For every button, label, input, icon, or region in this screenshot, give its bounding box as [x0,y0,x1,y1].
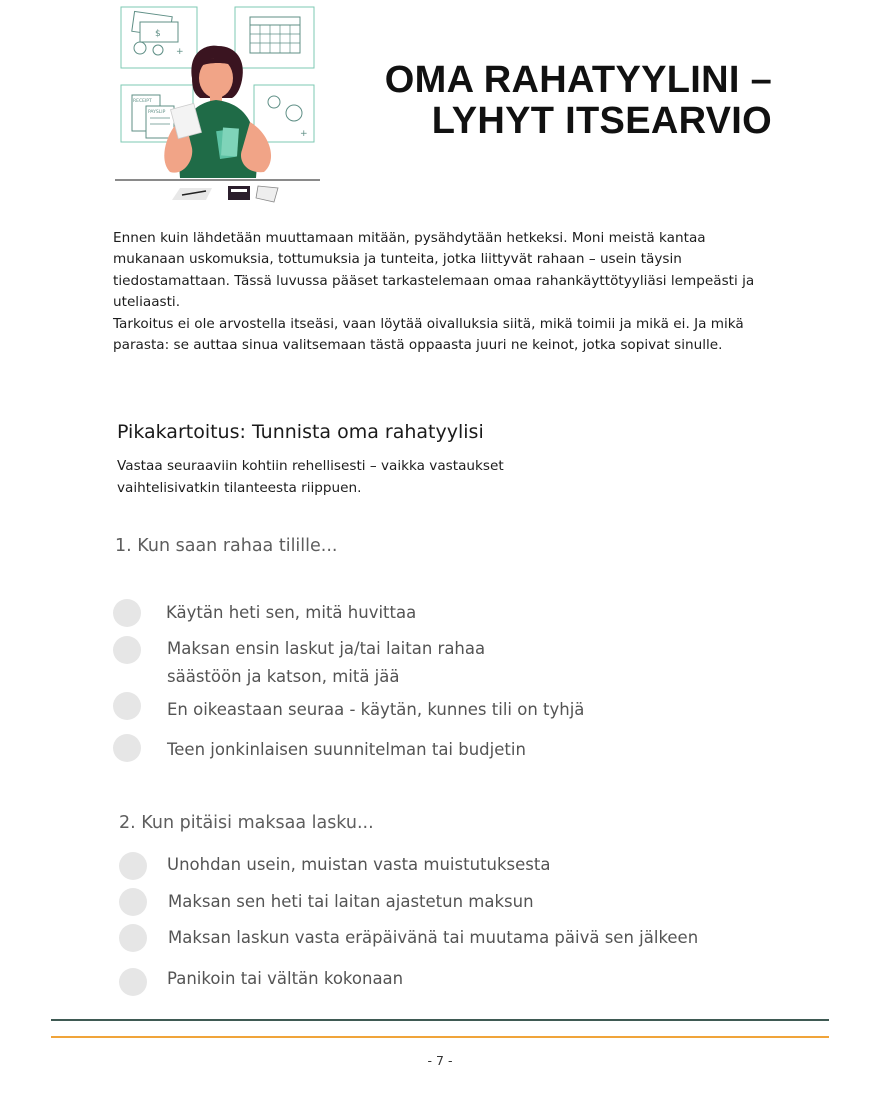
intro-paragraph-1: Ennen kuin lähdetään muuttamaan mitään, pysähdytään hetkeksi. Moni meistä kantaa mukanaan uskomuksia, tottumuksia ja tunteita, jotka liittyvät rahaan – usein täysin tiedostamattaan. Tässä luvussa pääset tarkastelemaan omaa rahankäyttötyyliäsi lempeästi ja uteliaasti. [113,230,755,311]
question-2-option-3-label: Maksan laskun vasta eräpäivänä tai muutama päivä sen jälkeen [168,928,699,947]
title-line-1: OMA RAHATYYLINI – [384,59,772,101]
question-1-option-1-label: Käytän heti sen, mitä huvittaa [166,603,417,622]
question-1-option-2-label-line-2: säästöön ja katson, mitä jää [167,667,400,686]
question-2-option-4-label: Panikoin tai vältän kokonaan [167,969,404,988]
section-title: Pikakartoitus: Tunnista oma rahatyylisi [117,421,484,443]
question-1-option-2-radio[interactable] [113,636,141,664]
question-1-option-1-radio[interactable] [113,599,141,627]
page-number: - 7 - [427,1053,453,1068]
question-2-option-1-radio[interactable] [119,852,147,880]
intro-text [113,228,773,356]
page-title [312,60,772,142]
svg-text:+: + [176,47,184,57]
section-subtitle: Vastaa seuraaviin kohtiin rehellisesti – vaikka vastaukset vaihtelisivatkin tilanteesta riippuen. [117,458,504,496]
question-1-title: 1. Kun saan rahaa tilille... [115,536,338,556]
question-2-option-2-label: Maksan sen heti tai laitan ajastetun maksun [168,892,534,911]
title-line-2: LYHYT ITSEARVIO [431,100,772,142]
question-1-option-4-label: Teen jonkinlaisen suunnitelman tai budjetin [167,740,526,759]
question-2-title: 2. Kun pitäisi maksaa lasku... [119,813,374,833]
footer-divider-green [51,1019,829,1021]
svg-text:$: $ [155,29,161,39]
question-2-option-2-radio[interactable] [119,888,147,916]
question-2-option-1-label: Unohdan usein, muistan vasta muistutuksesta [167,855,551,874]
question-2-option-3-radio[interactable] [119,924,147,952]
svg-text:+: + [300,129,308,139]
question-2-option-4-radio[interactable] [119,968,147,996]
intro-paragraph-2: Tarkoitus ei ole arvostella itseäsi, vaan löytää oivalluksia siitä, mikä toimii ja mikä ei. Ja mikä parasta: se auttaa sinua valitsemaan tästä oppaasta juuri ne keinot, jotka sopivat sinulle. [113,315,744,354]
svg-text:PAYSLIP: PAYSLIP [148,110,166,115]
question-1-option-2-label-line-1: Maksan ensin laskut ja/tai laitan rahaa [167,639,486,658]
question-1-option-3-label: En oikeastaan seuraa - käytän, kunnes tili on tyhjä [167,700,585,719]
question-1-option-4-radio[interactable] [113,734,141,762]
person-with-money-illustration [110,0,335,210]
question-1-option-3-radio[interactable] [113,692,141,720]
svg-text:RECEIPT: RECEIPT [133,99,152,104]
footer-divider-orange [51,1036,829,1038]
